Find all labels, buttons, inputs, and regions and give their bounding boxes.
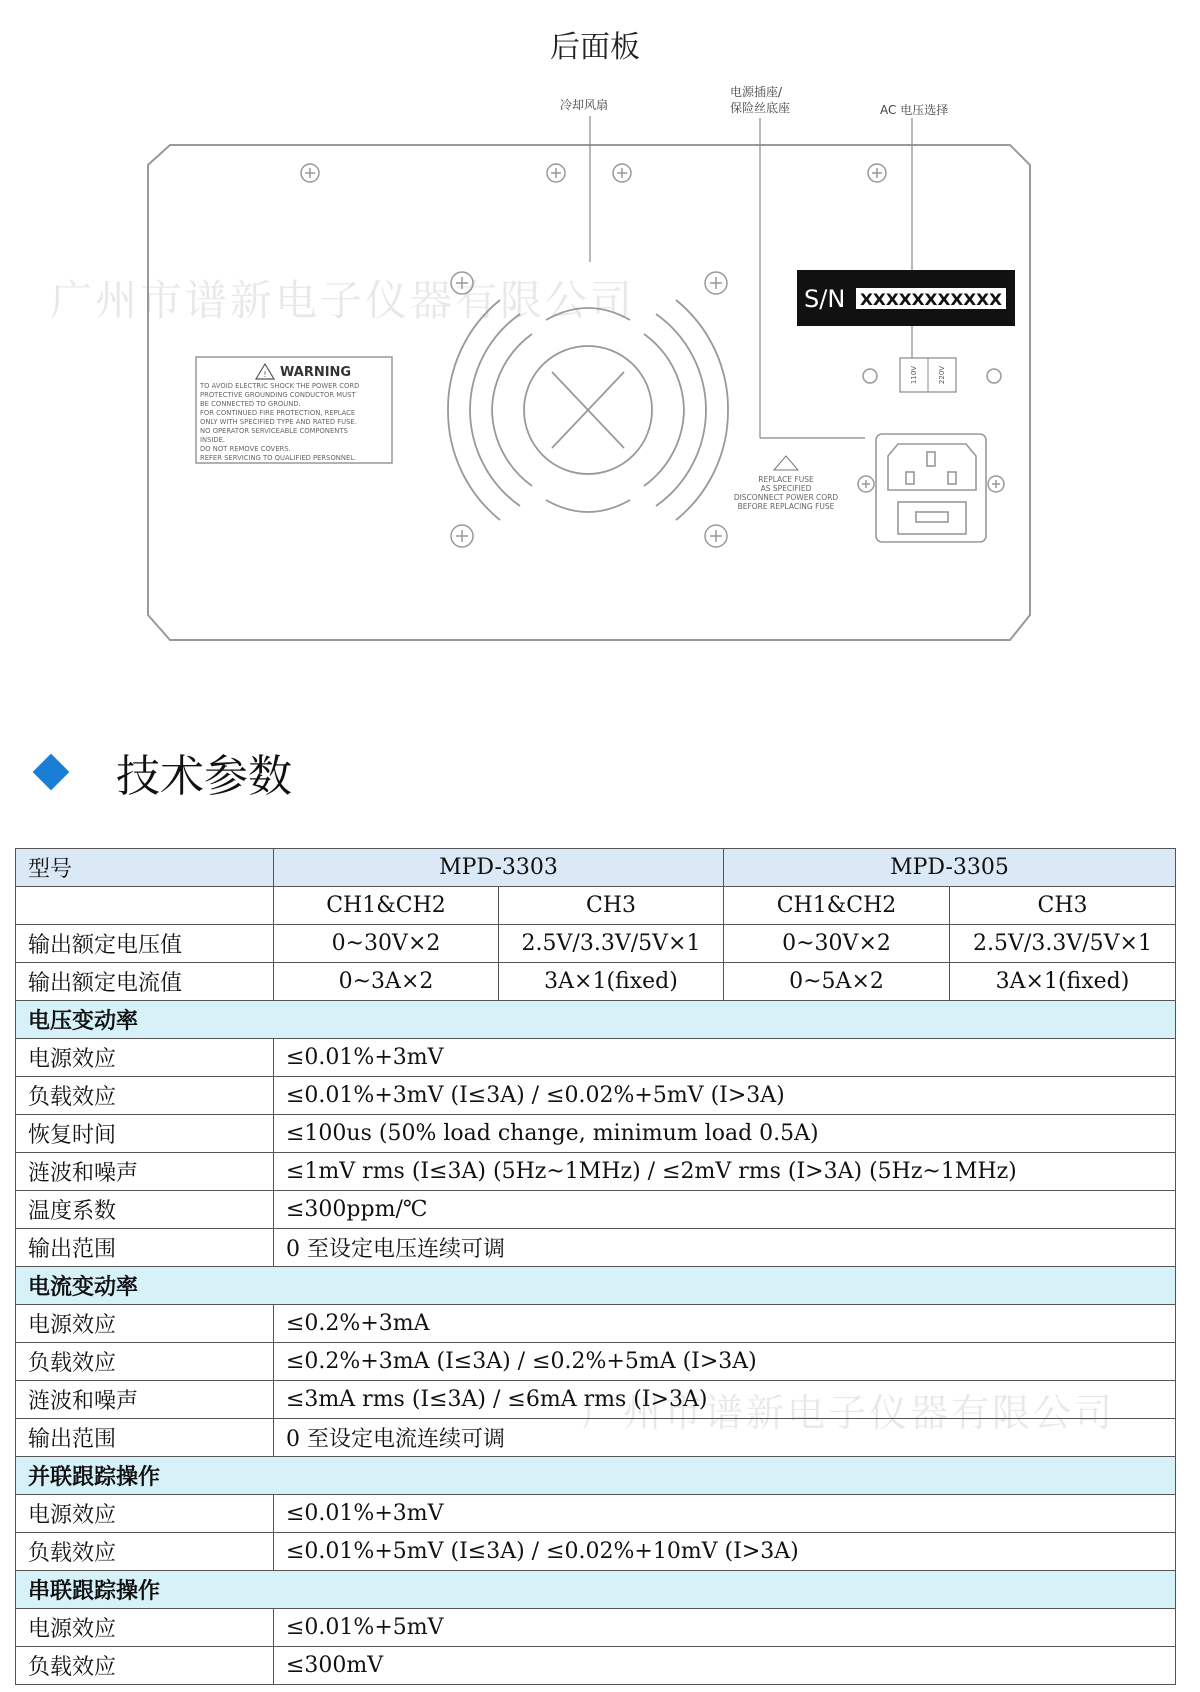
warning-title: WARNING	[280, 365, 352, 380]
group-header-row	[16, 1457, 1176, 1495]
warning-line: TO AVOID ELECTRIC SHOCK THE POWER CORD	[200, 382, 360, 390]
row-label: 涟波和噪声	[16, 1381, 274, 1419]
table-row	[16, 1609, 1176, 1647]
row-label: 负载效应	[16, 1533, 274, 1571]
row-value: 0 至设定电流连续可调	[274, 1419, 1176, 1457]
fan-grille	[448, 300, 728, 520]
row-value: ≤0.01%+5mV	[274, 1609, 1176, 1647]
group-title: 电流变动率	[16, 1267, 1176, 1305]
warning-line: ONLY WITH SPECIFIED TYPE AND RATED FUSE.	[200, 418, 357, 426]
table-row	[16, 1495, 1176, 1533]
spec-table	[15, 848, 1176, 1685]
group-title: 电压变动率	[16, 1001, 1176, 1039]
row-value: ≤0.01%+3mV (I≤3A) / ≤0.02%+5mV (I>3A)	[274, 1077, 1176, 1115]
warning-label	[196, 357, 392, 463]
group-header-row	[16, 1267, 1176, 1305]
row-value: 3A×1(fixed)	[499, 963, 724, 1001]
table-row	[16, 1381, 1176, 1419]
row-value: 2.5V/3.3V/5V×1	[950, 925, 1176, 963]
row-value: ≤0.01%+3mV	[274, 1039, 1176, 1077]
row-label: 电源效应	[16, 1495, 274, 1533]
callout-socket-line1: 电源插座/	[730, 85, 783, 99]
warning-line: INSIDE.	[200, 436, 226, 444]
row-value: ≤300ppm/℃	[274, 1191, 1176, 1229]
row-value: 0~30V×2	[274, 925, 499, 963]
group-title: 串联跟踪操作	[16, 1571, 1176, 1609]
svg-text:!: !	[263, 370, 267, 379]
table-row	[16, 1077, 1176, 1115]
panel-title: 后面板	[550, 30, 640, 65]
row-label: 负载效应	[16, 1077, 274, 1115]
channel-row	[16, 887, 1176, 925]
row-value: ≤0.2%+3mA	[274, 1305, 1176, 1343]
table-row	[16, 1533, 1176, 1571]
section-title: 技术参数	[116, 751, 292, 802]
row-value: 2.5V/3.3V/5V×1	[499, 925, 724, 963]
warning-line: NO OPERATOR SERVICEABLE COMPONENTS	[200, 427, 348, 435]
row-value: ≤1mV rms (I≤3A) (5Hz~1MHz) / ≤2mV rms (I>3A) (5Hz~1MHz)	[274, 1153, 1176, 1191]
row-value: 3A×1(fixed)	[950, 963, 1176, 1001]
diamond-bullet-icon	[33, 754, 70, 791]
table-row	[16, 1343, 1176, 1381]
channel-cell: CH3	[499, 887, 724, 925]
warning-line: BE CONNECTED TO GROUND.	[200, 400, 301, 408]
row-label: 温度系数	[16, 1191, 274, 1229]
row-value: 0~5A×2	[724, 963, 950, 1001]
rear-panel-drawing	[0, 0, 1200, 680]
warning-line: PROTECTIVE GROUNDING CONDUCTOR MUST	[200, 391, 356, 399]
fuse-line: AS SPECIFIED	[760, 484, 812, 493]
row-label: 电源效应	[16, 1305, 274, 1343]
group-title: 并联跟踪操作	[16, 1457, 1176, 1495]
callout-socket-line2: 保险丝底座	[730, 101, 791, 115]
voltage-selector-switch	[900, 358, 956, 392]
serial-value: XXXXXXXXXXX	[860, 290, 1003, 309]
fuse-line: BEFORE REPLACING FUSE	[737, 502, 835, 511]
fuse-line: REPLACE FUSE	[758, 475, 814, 484]
serial-prefix: S/N	[804, 285, 846, 313]
warning-line: REFER SERVICING TO QUALIFIED PERSONNEL.	[200, 454, 357, 462]
warning-line: DO NOT REMOVE COVERS.	[200, 445, 291, 453]
callout-ac-select: AC 电压选择	[880, 103, 949, 117]
fuse-line: DISCONNECT POWER CORD	[733, 493, 839, 502]
row-value: ≤0.2%+3mA (I≤3A) / ≤0.2%+5mA (I>3A)	[274, 1343, 1176, 1381]
table-row	[16, 1419, 1176, 1457]
row-value: ≤300mV	[274, 1647, 1176, 1685]
row-label: 输出额定电流值	[16, 963, 274, 1001]
channel-cell: CH1&CH2	[274, 887, 499, 925]
table-row	[16, 925, 1176, 963]
model-cell: MPD-3305	[724, 849, 1176, 887]
table-row	[16, 1647, 1176, 1685]
fuse-warning	[734, 456, 839, 511]
table-row	[16, 1191, 1176, 1229]
table-header-row	[16, 849, 1176, 887]
switch-220v: 220V	[938, 365, 946, 385]
row-label: 输出额定电压值	[16, 925, 274, 963]
model-cell: MPD-3303	[274, 849, 724, 887]
callout-fan: 冷却风扇	[560, 98, 609, 112]
row-value: 0 至设定电压连续可调	[274, 1229, 1176, 1267]
group-header-row	[16, 1571, 1176, 1609]
group-header-row	[16, 1001, 1176, 1039]
row-label: 电源效应	[16, 1609, 274, 1647]
model-label-cell: 型号	[16, 849, 274, 887]
row-value: 0~30V×2	[724, 925, 950, 963]
channel-cell: CH3	[950, 887, 1176, 925]
row-value: ≤3mA rms (I≤3A) / ≤6mA rms (I>3A)	[274, 1381, 1176, 1419]
table-row	[16, 1039, 1176, 1077]
row-value: ≤100us (50% load change, minimum load 0.5A)	[274, 1115, 1176, 1153]
table-row	[16, 963, 1176, 1001]
row-value: ≤0.01%+3mV	[274, 1495, 1176, 1533]
row-label: 负载效应	[16, 1647, 274, 1685]
section-heading	[30, 742, 292, 802]
table-row	[16, 1115, 1176, 1153]
row-label: 输出范围	[16, 1419, 274, 1457]
row-value: ≤0.01%+5mV (I≤3A) / ≤0.02%+10mV (I>3A)	[274, 1533, 1176, 1571]
warning-line: FOR CONTINUED FIRE PROTECTION, REPLACE	[200, 409, 356, 417]
watermark: 广州市谱新电子仪器有限公司	[50, 276, 636, 325]
empty-cell	[16, 887, 274, 925]
switch-110v: 110V	[910, 365, 918, 385]
row-label: 涟波和噪声	[16, 1153, 274, 1191]
channel-cell: CH1&CH2	[724, 887, 950, 925]
table-row	[16, 1229, 1176, 1267]
serial-plate	[797, 270, 1015, 326]
row-value: 0~3A×2	[274, 963, 499, 1001]
table-row	[16, 1305, 1176, 1343]
row-label: 恢复时间	[16, 1115, 274, 1153]
table-row	[16, 1153, 1176, 1191]
power-socket	[876, 434, 986, 542]
watermark: 广州市谱新电子仪器有限公司	[582, 1391, 1116, 1435]
row-label: 负载效应	[16, 1343, 274, 1381]
row-label: 输出范围	[16, 1229, 274, 1267]
row-label: 电源效应	[16, 1039, 274, 1077]
